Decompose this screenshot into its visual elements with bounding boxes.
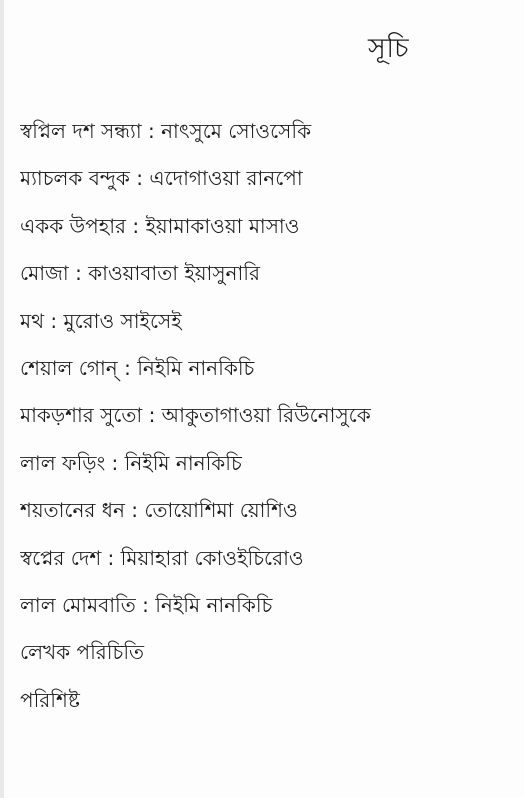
page-title: সূচি (368, 33, 410, 64)
toc-entry: শয়তানের ধন : তোয়োশিমা য়োশিও (20, 498, 298, 523)
table-of-contents (20, 108, 504, 724)
toc-entry: স্বপ্নিল দশ সন্ধ্যা : নাৎসুমে সোওসেকি (20, 119, 312, 143)
toc-entry: মোজা : কাওয়াবাতা ইয়াসুনারি (20, 261, 261, 286)
toc-entry: পরিশিষ্ট (20, 687, 80, 712)
toc-entry: স্বপ্নের দেশ : মিয়াহারা কোওইচিরোও (20, 545, 304, 570)
toc-entry: মাকড়শার সুতো : আকুতাগাওয়া রিউনোসুকে (20, 403, 371, 428)
page-edge (0, 0, 4, 798)
toc-entry: একক উপহার : ইয়ামাকাওয়া মাসাও (20, 213, 300, 238)
toc-entry: লেখক পরিচিতি (20, 640, 145, 665)
toc-entry: শেয়াল গোন্ : নিইমি নানকিচি (20, 355, 255, 380)
toc-entry: লাল ফড়িং : নিইমি নানকিচি (20, 450, 242, 475)
toc-entry: লাল মোমবাতি : নিইমি নানকিচি (20, 592, 273, 617)
toc-entry: ম্যাচলক বন্দুক : এদোগাওয়া রানপো (20, 166, 303, 191)
toc-entry: মথ : মুরোও সাইসেই (20, 308, 182, 333)
